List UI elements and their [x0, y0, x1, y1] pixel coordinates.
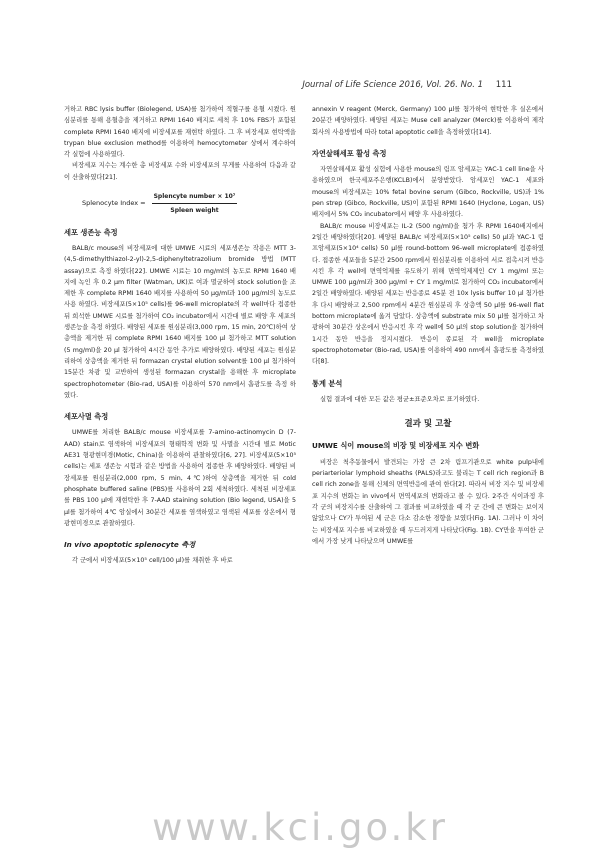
paragraph: 자연살해세포 활성 실험에 사용한 mouse의 림프 암세포는 YAC-1 cell line을 사용하였으며 한국세포주은행(KCLB)에서 분양받았다. 암세포인 YAC-1 세포와 mouse의 비장세포는 10% fetal bovine serum (Gibco, Rockville, US)과 1% pen strep (Gibco, Rockville, US)이 포함된 RPMI 1640 (Hyclone, Logan, US)배지에서 5% CO₂ incubator에서 배양 후 사용하였다. [312, 166, 544, 219]
paragraph: BALB/c mouse 비장세포는 IL-2 (500 ng/ml)을 첨가 후 RPMI 1640배지에서 2일간 배양하였다[20]. 배양된 BALB/c 비장세포(5×10⁵ cells) 50 μl과 YAC-1 림프암세포(5×10⁴ cells) 50 μl를 round-bottom 96-well microplate에 접종하였다. 접종한 세포들을 5분간 2500 rpm에서 원심분리를 이용하여 서로 접촉시켜 반응시킨 후 각 well에 면역억제를 유도하기 위해 면역억제제인 CY 1 mg/ml 또는 UMWE 100 μg/ml과 300 μg/ml + CY 1 mg/ml로 첨가하여 CO₂ incubator에서 2일간 배양하였다. 배양된 세포는 반응종료 45분 전 10x lysis buffer 10 μl 첨가한 후 다시 배양하고 2,500 rpm에서 4분간 원심분리 후 상층액 50 μl를 96-well flat bottom microplate에 옮겨 담았다. 상층액에 substrate mix 50 μl를 첨가하고 차광하여 30분간 상온에서 반응시킨 후 각 well에 50 μl의 stop solution을 첨가하여 1시간 동안 반응을 정지시켰다. 반응이 종료된 각 well을 microplate spectrophotometer (Bio-rad, USA)를 이용하여 490 nm에서 흡광도를 측정하였다[8]. [312, 222, 544, 366]
formula-label: Splenocyte Index = [82, 199, 146, 208]
formula-numerator: Splencyte number × 10⁷ [152, 191, 238, 204]
paragraph: BALB/c mouse의 비장세포에 대한 UMWE 시료의 세포생존능 작용은 MTT 3-(4,5-dimethylthiazol-2-yl)-2,5-diphenyltetrazolium bromide 방법 (MTT assay)으로 측정 하였다[22]. UMWE 시료는 10 mg/ml의 농도로 RPMI 1640 배지에 녹인 후 0.2 μm filter (Watman, UK)로 여과 멸균하여 stock solution을 조제한 후 complete RPMI 1640 배지를 사용하여 50 μg/ml과 100 μg/ml의 농도로 사용 하였다. 비장세포(5×10⁵ cells)를 96-well microplate의 각 well마다 접종한 뒤 희석한 UMWE 시료를 첨가하여 CO₂ incubator에서 시간대 별로 배양 후 세포의 생존능을 측정 하였다. 배양된 세포를 원심분리(3,000 rpm, 15 min, 20℃)하여 상층액을 제거한 뒤 complete RPMI 1640 배지를 100 μl 첨가하고 MTT solution (5 mg/ml)을 20 μl 첨가하여 4시간 동안 추가로 배양하였다. 배양된 세포는 원심분리하여 상층액을 제거한 뒤 formazan crystal elution solvent를 100 μl 첨가하여 15분간 차광 및 교반하여 생성된 formazan crystal을 용해한 후 microplate spectrophotometer (Bio-rad, USA)를 이용하여 570 nm에서 흡광도를 측정 하였다. [64, 244, 296, 399]
section-heading: 자연살해세포 활성 측정 [312, 148, 387, 158]
right-column [312, 104, 544, 547]
left-column [64, 104, 296, 567]
section-heading: 세포 생존능 측정 [64, 227, 118, 237]
splenocyte-index-formula [82, 191, 296, 217]
section-heading: UMWE 식이 mouse의 비장 및 비장세포 지수 변화 [312, 441, 480, 451]
paragraph: 비장세포 지수는 계수한 총 비장세포 수와 비장세포의 무게를 사용하여 다음과 같이 산출하였다[21]. [64, 162, 296, 181]
paragraph: annexin V reagent (Merck, Germany) 100 μl를 첨가하여 현탁한 후 실온에서 20분간 배양하였다. 배양된 세포는 Muse cell analyzer (Merck)를 이용하여 제작회사의 사용방법에 따라 total apoptotic cell을 측정하였다[14]. [312, 106, 544, 136]
section-heading: 세포사멸 측정 [64, 412, 109, 422]
section-heading: In vivo apoptotic splenocyte 측정 [64, 540, 196, 550]
paragraph: 거하고 RBC lysis buffer (Biolegend, USA)를 첨가하여 적혈구를 용혈 시켰다. 원심분리를 통해 용혈층을 제거하고 RPMI 1640 배지로 세척 후 10% FBS가 포함된 complete RPMI 1640 배지에 비장세포를 재현탁 하였다. 그 후 비장세포 현탁액을 trypan blue exclusion method를 이용하여 hemocytometer 상에서 계수하여 각 실험에 사용하였다. [64, 106, 296, 159]
paragraph: 비장은 척추동물에서 발견되는 가장 큰 2차 림프기관으로 white pulp내에 periarteriolar lymphoid sheaths (PALS)라고도 불리는 T cell rich region과 B cell rich zone을 통해 신체의 면역반응에 관여 한다[2]. 따라서 비장 지수 및 비장세포 지수의 변화는 in vivo에서 면역세포의 변화라고 볼 수 있다. 2주간 식이과정 후 각 군의 비장지수를 산출하여 그 결과를 비교하였을 때 각 군 간에 큰 변화는 보이지 않았으나 CY가 투여된 세 군은 다소 감소한 경향을 보였다(Fig. 1A). 그러나 이 차이는 비장세포 지수를 비교하였을 때 두드러지게 나타났다(Fig. 1B). CY만을 투여한 군에서 가장 낮게 나타났으며 UMWE를 [312, 458, 544, 545]
journal-title: Journal of Life Science 2016, Vol. 26. No. 1 [302, 80, 484, 90]
formula-denominator: Spleen weight [170, 207, 219, 215]
page-number: 111 [495, 80, 512, 90]
formula-fraction [152, 191, 238, 217]
paragraph: 각 군에서 비장세포(5×10⁵ cell/100 μl)를 채취한 후 바로 [72, 557, 233, 565]
paragraph: UMWE를 처리한 BALB/c mouse 비장세포를 7-amino-actinomycin D (7-AAD) stain로 염색하여 비장세포의 형태학적 변화 및 사멸을 시간대 별로 Motic AE31 형광현미경(Motic, China)을 이용하여 관찰하였다[6, 27]. 비장세포(5×10⁵ cells)는 세포 생존능 시험과 같은 방법을 사용하여 접종한 후 배양하였다. 배양된 비장세포를 원심분리(2,000 rpm, 5 min, 4℃)하여 상층액을 제거한 뒤 cold phosphate buffered saline (PBS)를 사용하여 2회 세척하였다. 세척된 비장세포를 PBS 100 μl에 재현탁한 후 7-AAD staining solution (Bio legend, USA)을 5 μl를 첨가하여 4℃ 암실에서 30분간 세포를 염색하였고 염색된 세포를 상온에서 형광현미경으로 관찰하였다. [64, 429, 296, 527]
watermark: www.kci.go.kr [152, 806, 448, 849]
paragraph: 실험 결과에 대한 모든 값은 평균±표준오차로 표기하였다. [320, 395, 480, 403]
section-heading: 통계 분석 [312, 378, 343, 388]
running-header [302, 80, 512, 90]
results-heading: 결과 및 고찰 [404, 419, 452, 430]
